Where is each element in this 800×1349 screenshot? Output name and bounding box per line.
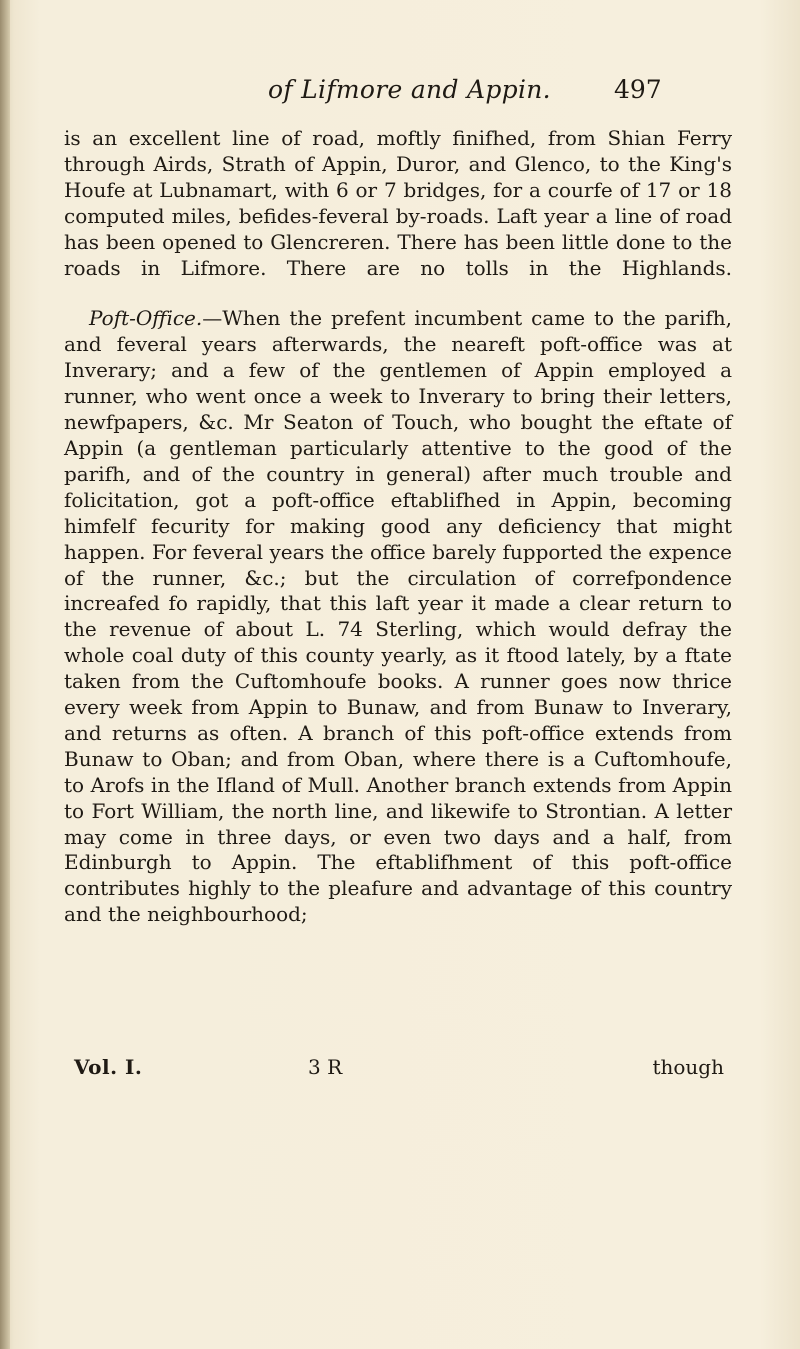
body-text xyxy=(64,126,732,928)
page-header xyxy=(0,75,800,115)
volume-label: Vol. I. xyxy=(74,1055,143,1079)
catchword: though xyxy=(652,1055,724,1079)
paragraph-post-office xyxy=(64,306,732,928)
paragraph-text: —When the prefent incumbent came to the parifh, and feveral years afterwards, the neareft poft-office was at Inverary; and a few of the gentlemen of Appin employed a runner, who went once a week to Inverary to bring their letters, newfpapers, &c. Mr Seaton of Touch, who bought the eftate of Appin (a gentleman particularly attentive to the good of the parifh, and of the country in general) after much trouble and folicitation, got a poft-office eftablifhed in Appin, becoming himfelf fecurity for making good any deficiency that might happen. For feveral years the office barely fupported the expence of the runner, &c.; but the circulation of correfpondence increafed fo rapidly, that this laft year it made a clear return to the revenue of about L. 74 Sterling, which would defray the whole coal duty of this county yearly, as it ftood lately, by a ftate taken from the Cuftomhoufe books. A runner goes now thrice every week from Appin to Bunaw, and from Bunaw to Inverary, and returns as often. A branch of this poft-office extends from Bunaw to Oban; and from Oban, where there is a Cuftomhoufe, to Arofs in the Ifland of Mull. Another branch extends from Appin to Fort William, the north line, and likewife to Strontian. A letter may come in three days, or even two days and a half, from Edinburgh to Appin. The eftablifhment of this poft-office contributes highly to the pleafure and advantage of this country and the neighbourhood; xyxy=(64,306,732,927)
page-gutter xyxy=(0,0,10,1349)
signature-mark: 3 R xyxy=(308,1055,343,1079)
page-number: 497 xyxy=(614,75,662,104)
section-heading: Poft-Office. xyxy=(89,306,203,331)
running-title: of Lifmore and Appin. xyxy=(268,75,551,104)
paragraph-roads xyxy=(64,126,732,281)
page-footer xyxy=(74,1055,724,1085)
paragraph-text: is an excellent line of road, moftly finifhed, from Shian Ferry through Airds, Strath of Appin, Duror, and Glenco, to the King's Houfe at Lubnamart, with 6 or 7 bridges, for a courfe of 17 or 18 computed miles, befides-feveral by-roads. Laft year a line of road has been opened to Glencreren. There has been little done to the roads in Lifmore. There are no tolls in the Highlands. xyxy=(64,126,732,280)
